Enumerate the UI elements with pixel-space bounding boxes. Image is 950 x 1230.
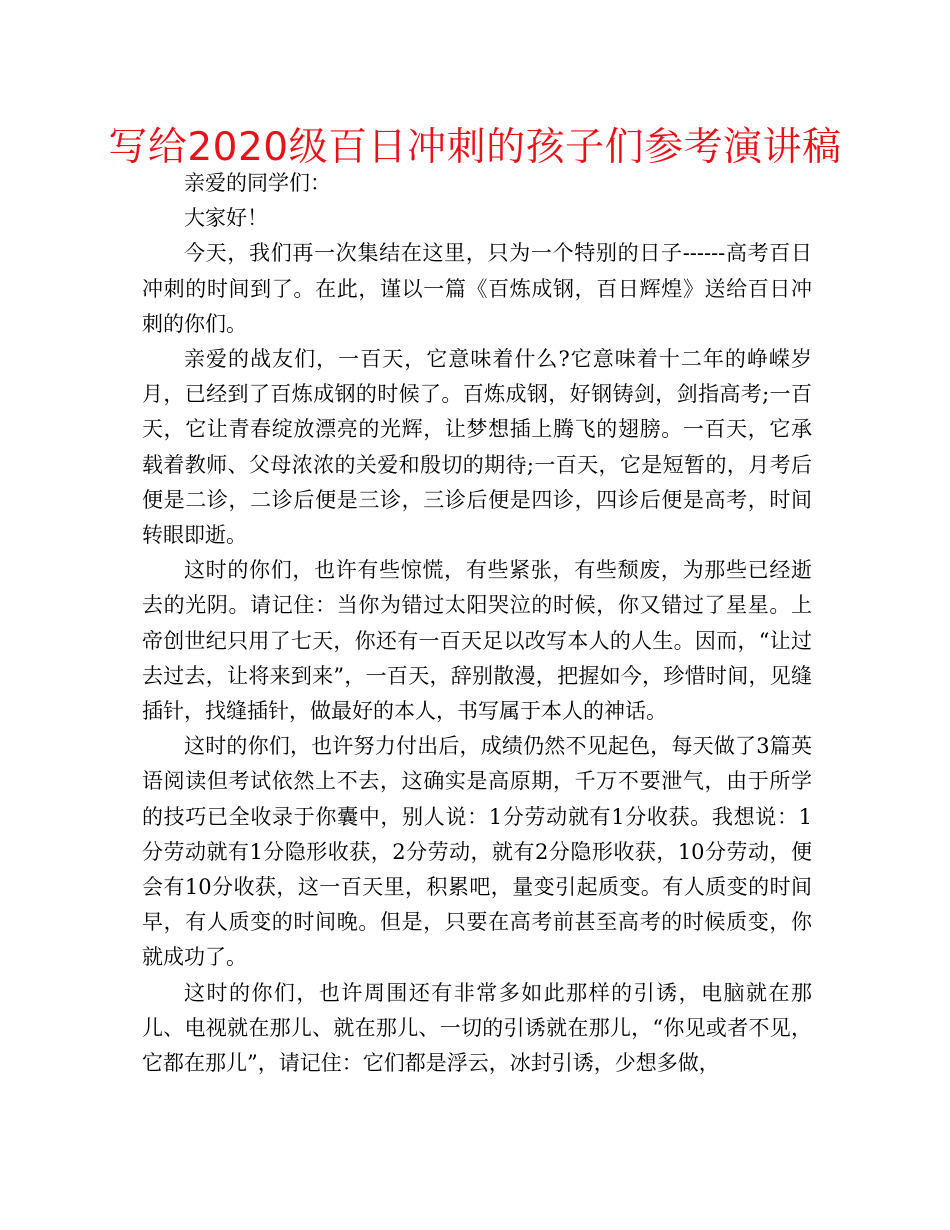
document-title: 写给2020级百日冲刺的孩子们参考演讲稿 (108, 125, 842, 170)
paragraph-temptation: 这时的你们，也许周围还有非常多如此那样的引诱，电脑就在那儿、电视就在那儿、就在那儿、一切的引诱就在那儿，“你见或者不见，它都在那儿”，请记住：它们都是浮云，冰封引诱，少想多做， (142, 980, 812, 1076)
paragraph-plateau: 这时的你们，也许努力付出后，成绩仍然不见起色，每天做了3篇英语阅读但考试依然上不去，这确实是高原期，千万不要泄气，由于所学的技巧已全收录于你囊中，别人说：1分劳动就有1分收获。我想说：1分劳动就有1分隐形收获，2分劳动，就有2分隐形收获，10分劳动，便会有10分收获，这一百天里，积累吧，量变引起质变。有人质变的时间早，有人质变的时间晚。但是，只要在高考前甚至高考的时候质变，你就成功了。 (142, 734, 812, 970)
paragraph-anxiety: 这时的你们，也许有些惊慌，有些紧张，有些颓废，为那些已经逝去的光阴。请记住：当你为错过太阳哭泣的时候，你又错过了星星。上帝创世纪只用了七天，你还有一百天足以改写本人的人生。因而，“让过去过去，让将来到来”，一百天，辞别散漫，把握如今，珍惜时间，见缝插针，找缝插针，做最好的本人，书写属于本人的神话。 (142, 558, 812, 724)
paragraph-hundred-days: 亲爱的战友们，一百天，它意味着什么?它意味着十二年的峥嵘岁月，已经到了百炼成钢的时候了。百炼成钢，好钢铸剑，剑指高考;一百天，它让青春绽放漂亮的光辉，让梦想插上腾飞的翅膀。一百天，它承载着教师、父母浓浓的关爱和殷切的期待;一百天，它是短暂的，月考后便是二诊，二诊后便是三诊，三诊后便是四诊，四诊后便是高考，时间转眼即逝。 (142, 347, 812, 548)
paragraph-greeting: 大家好！ (184, 206, 268, 231)
document-body (142, 166, 812, 1081)
paragraph-opening: 今天，我们再一次集结在这里，只为一个特别的日子------高考百日冲刺的时间到了。在此，谨以一篇《百炼成钢，百日辉煌》送给百日冲刺的你们。 (142, 241, 812, 336)
paragraph-salutation: 亲爱的同学们： (184, 171, 331, 195)
